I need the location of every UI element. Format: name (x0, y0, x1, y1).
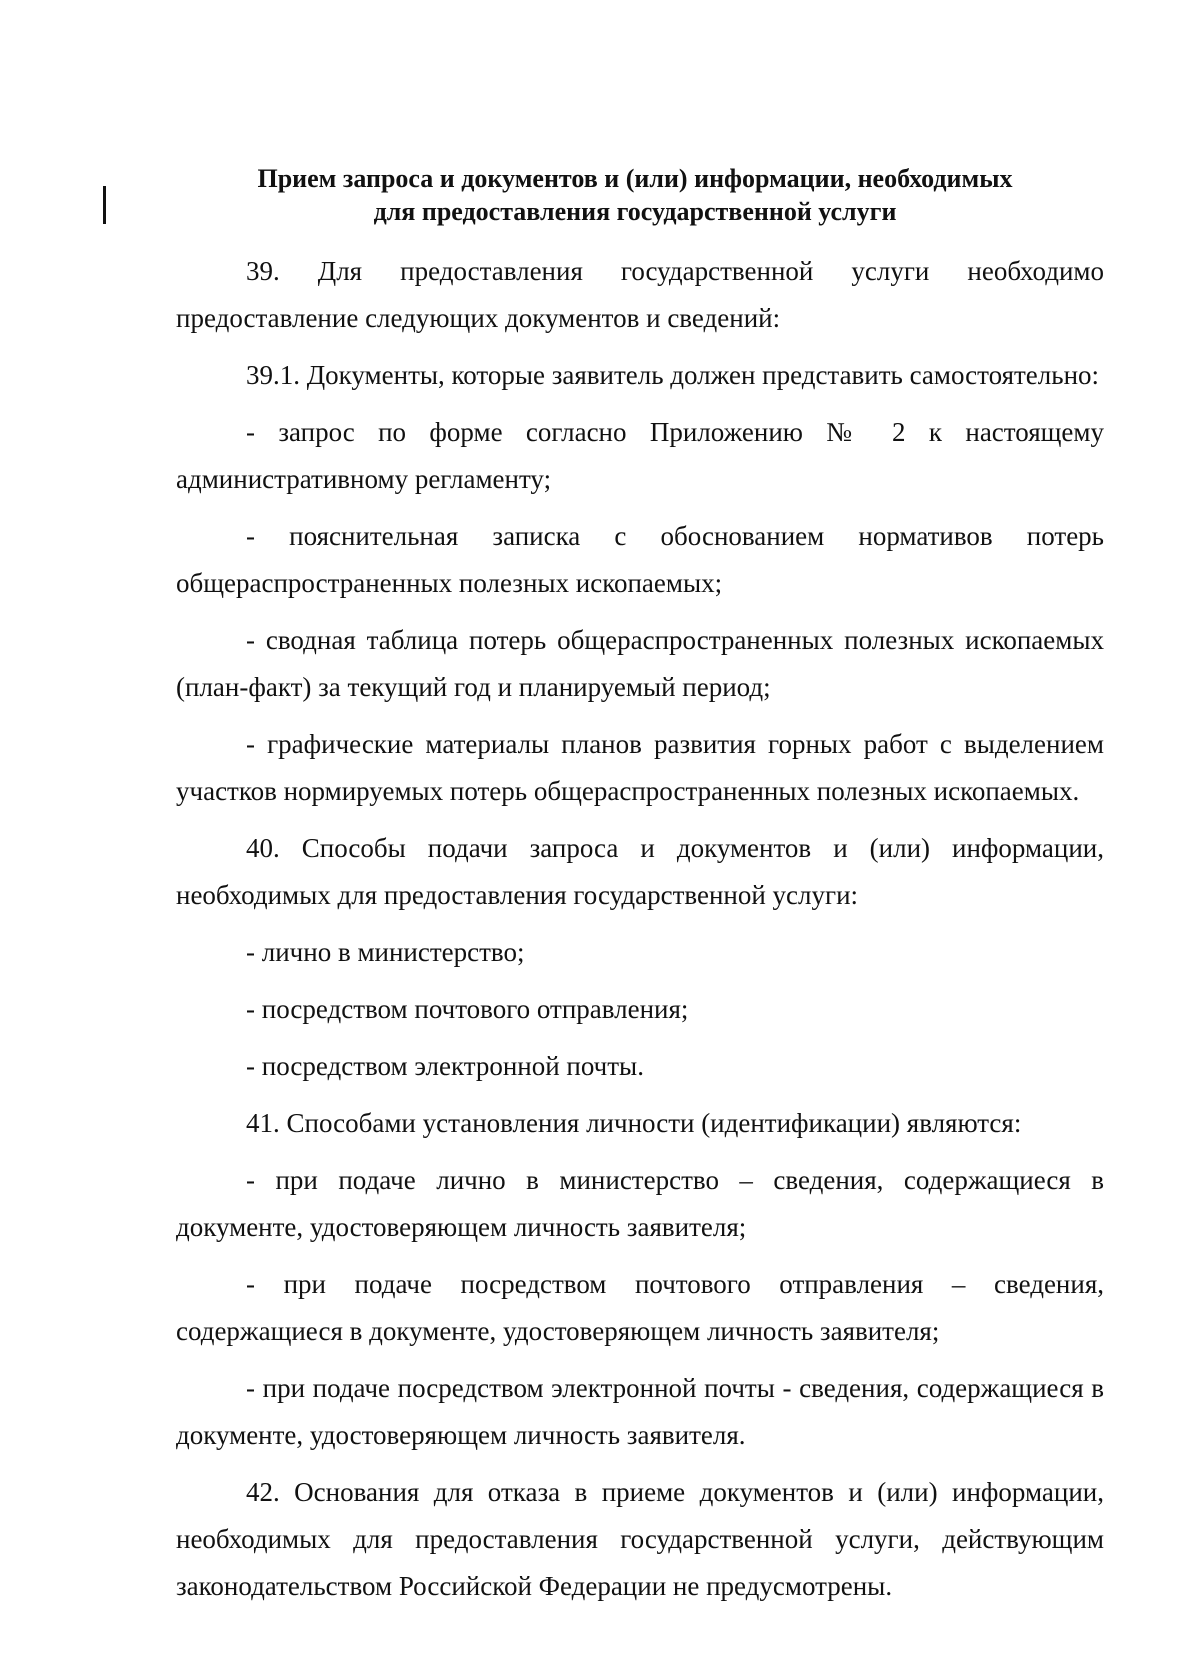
list-item-request: - запрос по форме согласно Приложению № 2 к настоящему административному регламенту; (176, 417, 1104, 494)
list-item-graphic-materials: - графические материалы планов развития горных работ с выделением участков нормируемых потерь общераспространенных полезных ископаемых. (176, 729, 1104, 806)
list-item-by-email: - посредством электронной почты. (246, 1051, 644, 1081)
heading-line-2: для предоставления государственной услуги (373, 197, 897, 226)
document-body (176, 248, 1104, 1620)
list-item-explanatory-note: - пояснительная записка с обоснованием нормативов потерь общераспространенных полезных ископаемых; (176, 521, 1104, 598)
paragraph-40: 40. Способы подачи запроса и документов и (или) информации, необходимых для предоставления государственной услуги: (176, 833, 1104, 910)
list-item-id-by-email: - при подаче посредством электронной почты - сведения, содержащиеся в документе, удостоверяющем личность заявителя. (176, 1373, 1104, 1450)
paragraph-39-1: 39.1. Документы, которые заявитель должен представить самостоятельно: (246, 360, 1100, 390)
heading-line-1: Прием запроса и документов и (или) информации, необходимых (257, 164, 1013, 193)
paragraph-42: 42. Основания для отказа в приеме документов и (или) информации, необходимых для предоставления государственной услуги, действующим законодательством Российской Федерации не предусмотрены. (176, 1477, 1104, 1601)
paragraph-41: 41. Способами установления личности (идентификации) являются: (246, 1108, 1022, 1138)
list-item-by-mail: - посредством почтового отправления; (246, 994, 689, 1024)
margin-mark (103, 186, 106, 224)
list-item-id-in-person: - при подаче лично в министерство – сведения, содержащиеся в документе, удостоверяющем личность заявителя; (176, 1165, 1104, 1242)
list-item-summary-table: - сводная таблица потерь общераспространенных полезных ископаемых (план-факт) за текущий год и планируемый период; (176, 625, 1104, 702)
paragraph-39: 39. Для предоставления государственной услуги необходимо предоставление следующих документов и сведений: (176, 256, 1104, 333)
section-heading (170, 162, 1100, 228)
list-item-in-person: - лично в министерство; (246, 937, 525, 967)
list-item-id-by-mail: - при подаче посредством почтового отправления – сведения, содержащиеся в документе, удостоверяющем личность заявителя; (176, 1269, 1104, 1346)
